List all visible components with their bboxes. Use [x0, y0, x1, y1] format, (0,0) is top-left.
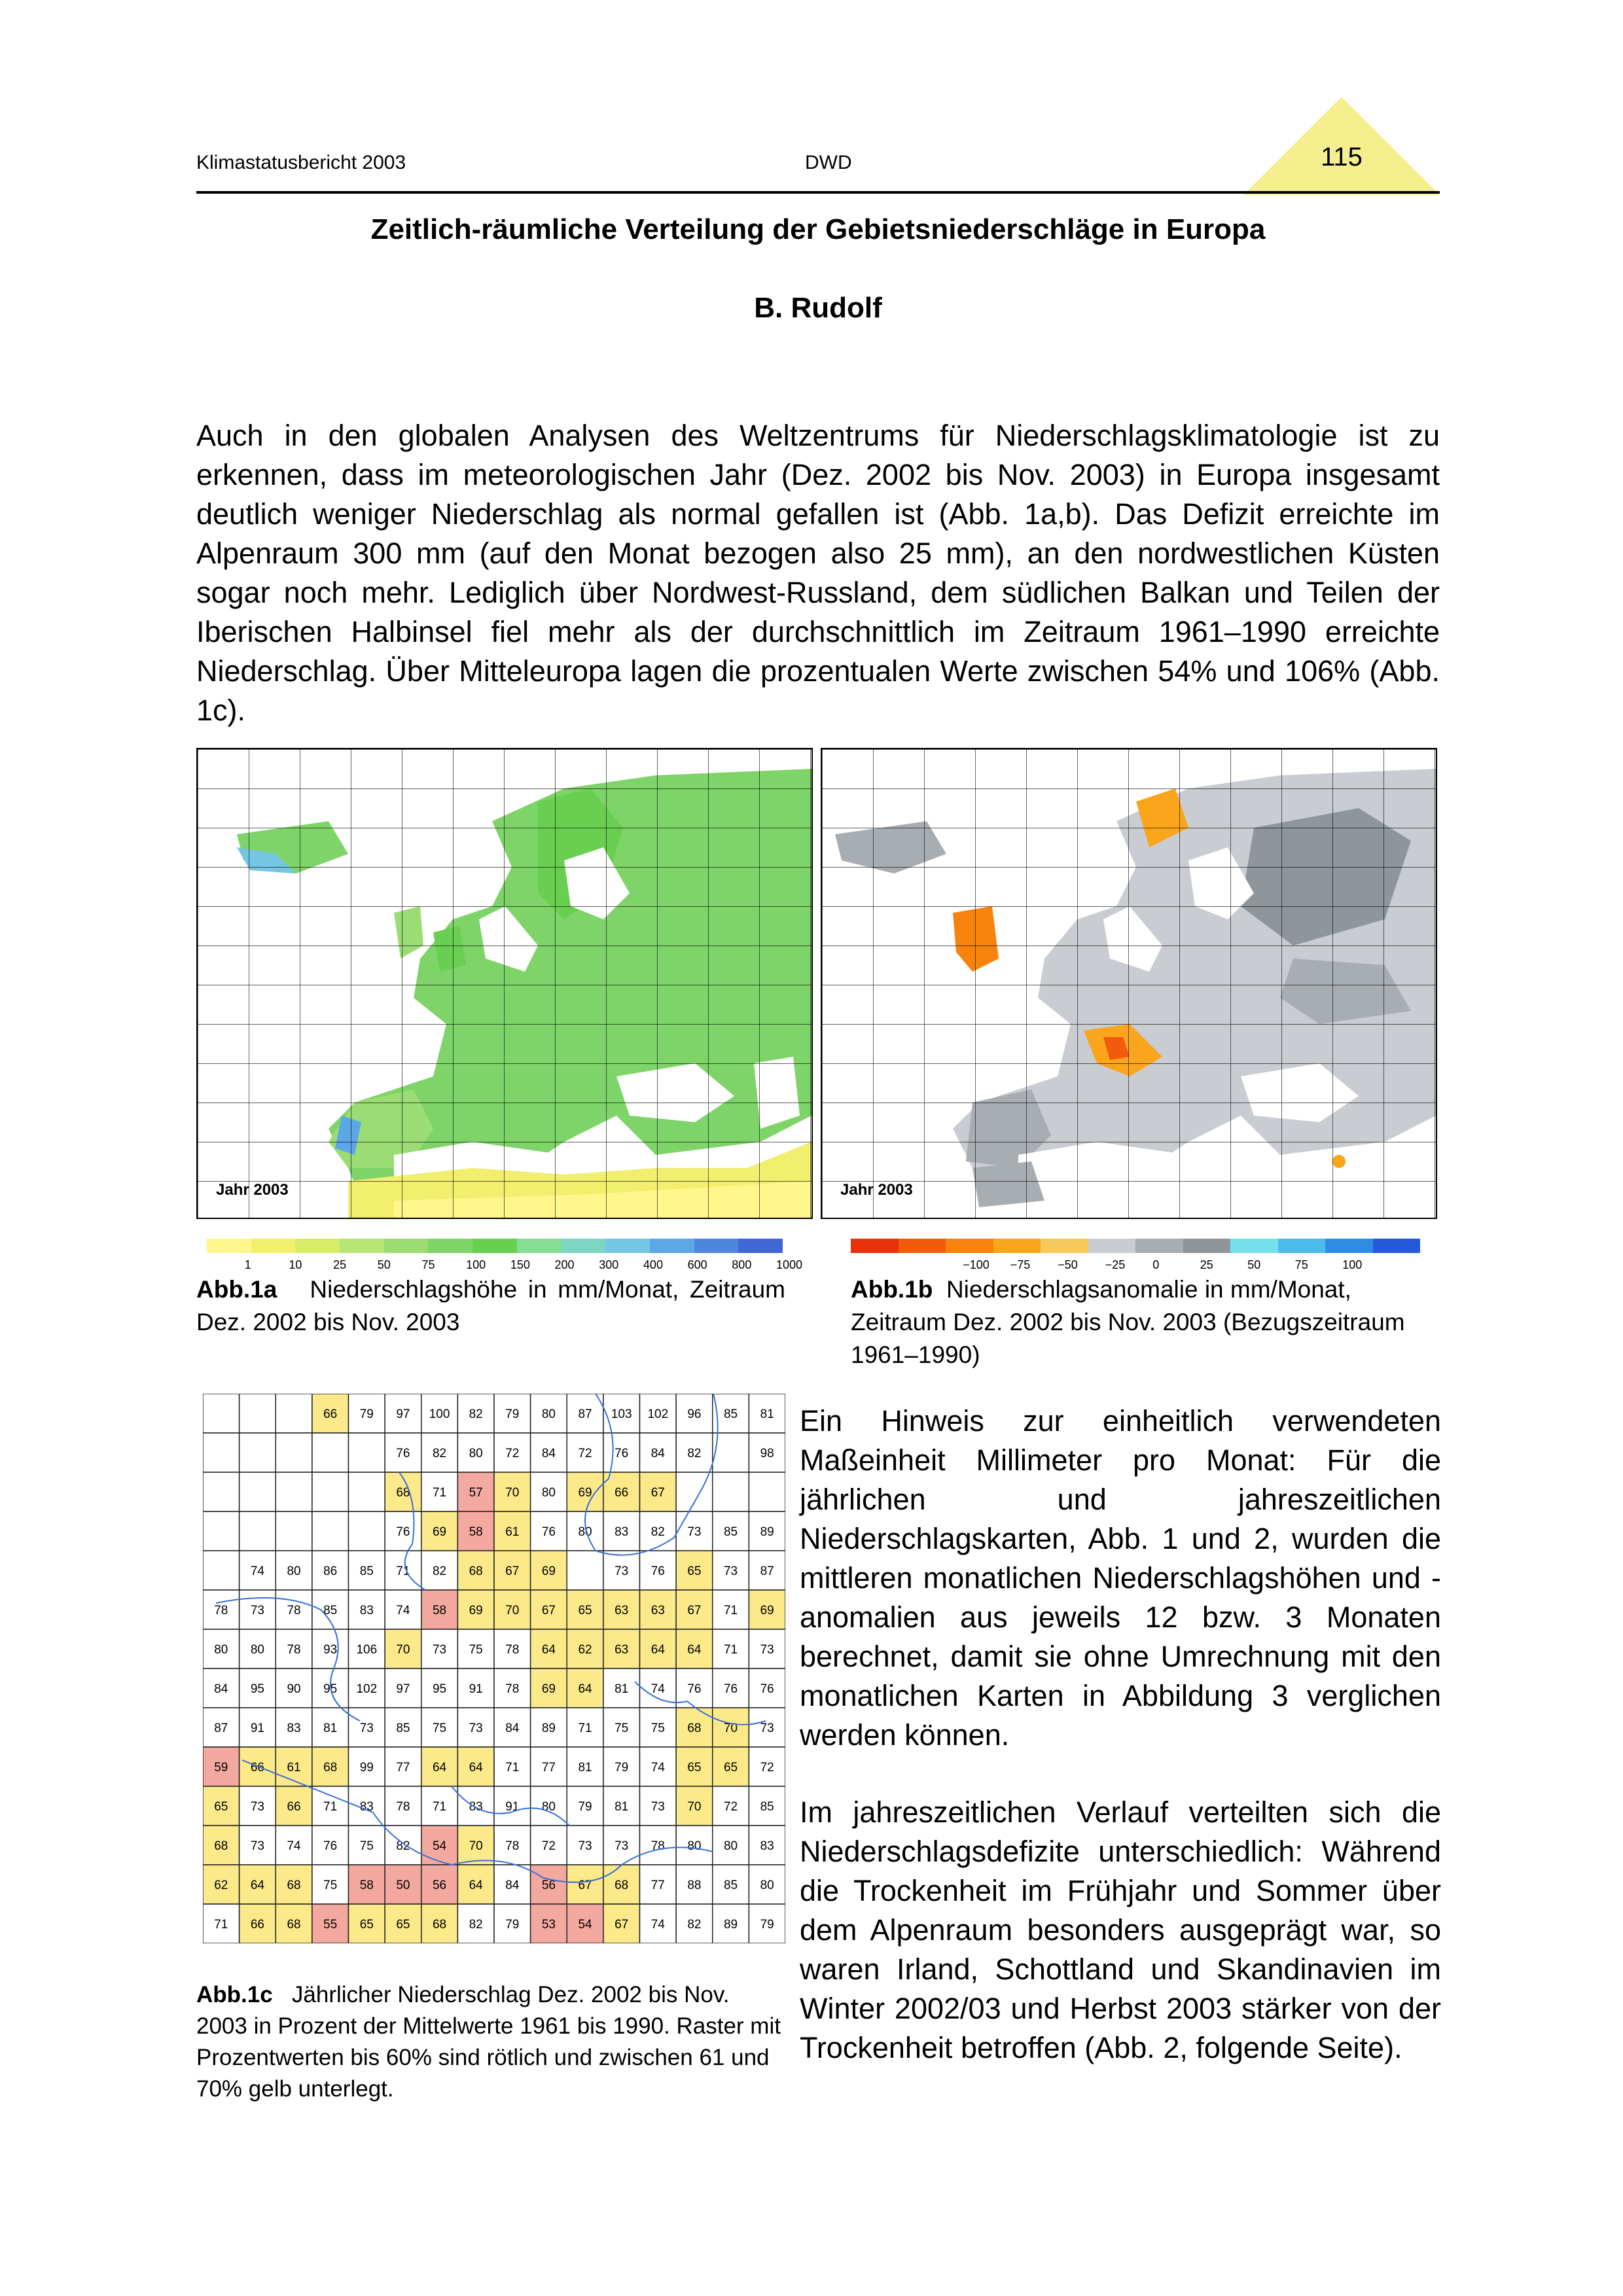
- figure-caption-1b: [851, 1273, 1440, 1371]
- grid-cell-value: 64: [578, 1682, 592, 1696]
- legend-tick-label: −75: [1010, 1258, 1031, 1271]
- grid-cell-value: 89: [760, 1525, 774, 1539]
- grid-cell-value: 76: [760, 1682, 774, 1696]
- grid-cell-value: 70: [396, 1643, 410, 1657]
- figure-caption-1c: [196, 1979, 785, 2105]
- grid-cell-value: 80: [723, 1839, 738, 1853]
- caption-text: Jährlicher Niederschlag Dez. 2002 bis Nov. 2003 in Prozent der Mittelwerte 1961 bis 1990. Raster mit Prozentwerten bis 60% sind rötlich und zwischen 61 und 70% gelb unterlegt.: [196, 1982, 781, 2102]
- grid-cell-value: 80: [250, 1643, 265, 1657]
- grid-cell-value: 72: [760, 1761, 774, 1775]
- grid-cell-value: 82: [651, 1525, 665, 1539]
- grid-cell-value: 81: [615, 1800, 629, 1814]
- grid-cell-value: 76: [323, 1839, 338, 1853]
- grid-cell-value: 83: [287, 1722, 301, 1735]
- legend-tick-label: 1: [244, 1258, 251, 1271]
- grid-cell-value: 76: [396, 1447, 410, 1460]
- legend-swatch: [1230, 1239, 1278, 1253]
- grid-cell-value: 95: [250, 1682, 265, 1696]
- legend-swatch: [899, 1239, 946, 1253]
- grid-cell-value: 69: [432, 1525, 447, 1539]
- grid-cell: [240, 1394, 276, 1433]
- grid-cell-value: 67: [541, 1604, 556, 1617]
- grid-cell-value: 97: [396, 1682, 410, 1696]
- grid-cell-value: 69: [469, 1604, 483, 1617]
- running-header-title: Klimastatusbericht 2003: [196, 152, 406, 173]
- grid-cell-value: 61: [505, 1525, 520, 1539]
- grid-cell-value: 91: [469, 1682, 483, 1696]
- intro-paragraph: Auch in den globalen Analysen des Weltzentrums für Niederschlagsklimatologie ist zu erkennen, dass im meteorologischen Jahr (Dez. 2002 bis Nov. 2003) in Europa insgesamt deutlich weniger Niederschlag als normal gefallen ist (Abb. 1a,b). Das Defizit erreichte im Alpenraum 300 mm (auf den Monat bezogen also 25 mm), an den nordwestlichen Küsten sogar noch mehr. Lediglich über Nordwest-Russland, dem südlichen Balkan und Teilen der Iberischen Halbinsel fiel mehr als der durchschnittlich im Zeitraum 1961–1990 erreichte Niederschlag. Über Mitteleuropa lagen die prozentualen Werte zwischen 54% und 106% (Abb. 1c).: [196, 419, 1440, 727]
- grid-cell-value: 68: [287, 1879, 301, 1892]
- grid-cell-value: 80: [687, 1839, 702, 1853]
- grid-cell-value: 75: [359, 1839, 374, 1853]
- grid-cell-value: 74: [651, 1682, 665, 1696]
- grid-cell-value: 64: [250, 1879, 265, 1892]
- legend-swatch: [1041, 1239, 1088, 1253]
- legend-tick-label: 50: [377, 1258, 391, 1271]
- grid-cell-value: 84: [505, 1722, 520, 1735]
- legend-swatch: [517, 1239, 562, 1253]
- grid-cell-value: 73: [723, 1564, 738, 1578]
- grid-cell-value: 90: [287, 1682, 301, 1696]
- grid-cell-value: 85: [760, 1800, 774, 1814]
- grid-cell-value: 62: [214, 1879, 228, 1892]
- grid-cell-value: 84: [541, 1447, 556, 1460]
- legend-swatch: [1088, 1239, 1136, 1253]
- legend-swatch: [562, 1239, 606, 1253]
- grid-cell: [713, 1472, 749, 1511]
- grid-cell-value: 68: [469, 1564, 483, 1578]
- grid-cell-value: 68: [287, 1918, 301, 1932]
- grid-cell-value: 66: [615, 1486, 629, 1500]
- legend-tick-label: 0: [1152, 1258, 1160, 1271]
- grid-cell-value: 74: [651, 1918, 665, 1932]
- legend-tick-label: 10: [289, 1258, 302, 1271]
- legend-swatch: [605, 1239, 650, 1253]
- legend-color-bar: [207, 1239, 783, 1253]
- grid-cell-value: 70: [687, 1800, 702, 1814]
- grid-cell-value: 85: [723, 1879, 738, 1892]
- grid-cell-value: 103: [611, 1407, 632, 1421]
- grid-cell-value: 50: [396, 1879, 410, 1892]
- grid-cell-value: 65: [396, 1918, 410, 1932]
- legend-tick-label: 400: [643, 1258, 663, 1271]
- grid-cell-value: 64: [541, 1643, 556, 1657]
- grid-cell-value: 82: [687, 1447, 702, 1460]
- figure-caption-1a: [196, 1273, 785, 1339]
- grid-cell: [276, 1511, 312, 1551]
- legend-swatch: [473, 1239, 517, 1253]
- caption-label: Abb.1c: [196, 1982, 273, 2007]
- grid-cell-value: 76: [396, 1525, 410, 1539]
- grid-cell-value: 74: [287, 1839, 301, 1853]
- grid-cell-value: 73: [578, 1839, 592, 1853]
- grid-cell: [349, 1472, 385, 1511]
- caption-text: Niederschlagshöhe in mm/Monat, Zeitraum Dez. 2002 bis Nov. 2003: [196, 1276, 785, 1335]
- legend-tick-label: 100: [466, 1258, 486, 1271]
- grid-cell: [276, 1472, 312, 1511]
- grid-cell: [203, 1433, 240, 1472]
- grid-cell-value: 66: [323, 1407, 338, 1421]
- grid-cell-value: 68: [323, 1761, 338, 1775]
- grid-cell-value: 96: [687, 1407, 702, 1421]
- grid-cell-value: 53: [541, 1918, 556, 1932]
- legend-swatch: [1373, 1239, 1421, 1253]
- legend-tick-label: 800: [732, 1258, 752, 1271]
- grid-cell-value: 84: [214, 1682, 228, 1696]
- grid-cell-value: 73: [760, 1643, 774, 1657]
- legend-tick-label: −25: [1105, 1258, 1126, 1271]
- legend-swatch: [1278, 1239, 1326, 1253]
- legend-swatch: [428, 1239, 473, 1253]
- legend-tick-label: 150: [510, 1258, 530, 1271]
- grid-cell-value: 81: [615, 1682, 629, 1696]
- grid-cell-value: 75: [469, 1643, 483, 1657]
- map-period-label: Jahr 2003: [840, 1181, 913, 1199]
- grid-cell-value: 66: [287, 1800, 301, 1814]
- legend-swatch: [1135, 1239, 1183, 1253]
- legend-swatch: [340, 1239, 384, 1253]
- grid-cell: [240, 1472, 276, 1511]
- grid-cell-value: 80: [214, 1643, 228, 1657]
- grid-cell-value: 71: [578, 1722, 592, 1735]
- grid-cell-value: 69: [541, 1564, 556, 1578]
- grid-cell-value: 83: [359, 1800, 374, 1814]
- grid-cell-value: 57: [469, 1486, 483, 1500]
- legend-tick-label: 600: [687, 1258, 707, 1271]
- legend-swatch: [251, 1239, 296, 1253]
- page-number: 115: [1321, 143, 1363, 171]
- legend-tick-label: 100: [1342, 1258, 1363, 1271]
- grid-cell-value: 73: [250, 1839, 265, 1853]
- grid-cell-value: 99: [359, 1761, 374, 1775]
- grid-cell-value: 73: [250, 1604, 265, 1617]
- grid-cell-value: 77: [651, 1879, 665, 1892]
- legend-tick-label: 50: [1247, 1258, 1261, 1271]
- grid-cell-value: 68: [615, 1879, 629, 1892]
- grid-cell: [203, 1551, 240, 1590]
- grid-cell-value: 73: [469, 1722, 483, 1735]
- grid-cell-value: 85: [723, 1525, 738, 1539]
- grid-cell-value: 95: [323, 1682, 338, 1696]
- grid-cell-value: 72: [505, 1447, 520, 1460]
- grid-cell-value: 67: [651, 1486, 665, 1500]
- grid-cell-value: 73: [359, 1722, 374, 1735]
- grid-cell-value: 59: [214, 1761, 228, 1775]
- grid-cell-value: 69: [760, 1604, 774, 1617]
- legend-swatch: [384, 1239, 429, 1253]
- grid-cell-value: 91: [505, 1800, 520, 1814]
- grid-cell-value: 58: [469, 1525, 483, 1539]
- grid-cell-value: 98: [760, 1447, 774, 1460]
- grid-cell-value: 70: [469, 1839, 483, 1853]
- grid-cell-value: 71: [505, 1761, 520, 1775]
- grid-cell-value: 65: [687, 1761, 702, 1775]
- grid-cell: [713, 1433, 749, 1472]
- grid-cell-value: 71: [723, 1604, 738, 1617]
- article-title: Zeitlich-räumliche Verteilung der Gebietsniederschläge in Europa: [370, 213, 1266, 245]
- grid-cell-value: 65: [359, 1918, 374, 1932]
- legend-tick-label: 25: [333, 1258, 347, 1271]
- grid-cell-value: 54: [432, 1839, 447, 1853]
- grid-cell-value: 71: [214, 1918, 228, 1932]
- caption-text: Niederschlagsanomalie in mm/Monat, Zeitraum Dez. 2002 bis Nov. 2003 (Bezugszeitraum 1961–1990): [851, 1276, 1405, 1368]
- grid-cell-value: 88: [687, 1879, 702, 1892]
- grid-cell-value: 76: [615, 1447, 629, 1460]
- caption-label: Abb.1a: [196, 1276, 277, 1303]
- grid-cell-value: 71: [723, 1643, 738, 1657]
- grid-cell-value: 79: [359, 1407, 374, 1421]
- grid-cell-value: 78: [287, 1604, 301, 1617]
- grid-cell-value: 85: [396, 1722, 410, 1735]
- grid-cell-value: 72: [723, 1800, 738, 1814]
- grid-cell-value: 78: [287, 1643, 301, 1657]
- grid-cell-value: 69: [578, 1486, 592, 1500]
- grid-cell-value: 75: [432, 1722, 447, 1735]
- grid-cell-value: 64: [432, 1761, 447, 1775]
- legend-tick-label: −100: [963, 1258, 990, 1271]
- grid-cell-value: 78: [505, 1839, 520, 1853]
- grid-cell-value: 87: [760, 1564, 774, 1578]
- grid-cell-value: 93: [323, 1643, 338, 1657]
- grid-cell-value: 78: [505, 1643, 520, 1657]
- grid-cell-value: 81: [323, 1722, 338, 1735]
- grid-cell: [312, 1511, 349, 1551]
- grid-cell-value: 56: [541, 1879, 556, 1892]
- grid-cell-value: 73: [250, 1800, 265, 1814]
- grid-cell-value: 71: [432, 1800, 447, 1814]
- legend-tick-label: 1000: [776, 1258, 803, 1271]
- grid-cell-value: 66: [250, 1918, 265, 1932]
- grid-cell: [312, 1472, 349, 1511]
- grid-cell-value: 75: [323, 1879, 338, 1892]
- grid-cell-value: 80: [541, 1407, 556, 1421]
- grid-cell-value: 55: [323, 1918, 338, 1932]
- legend-swatch: [1183, 1239, 1231, 1253]
- grid-cell-value: 80: [287, 1564, 301, 1578]
- grid-cell-value: 82: [432, 1447, 447, 1460]
- legend-tick-label: 75: [1294, 1258, 1308, 1271]
- grid-cell-value: 68: [432, 1918, 447, 1932]
- grid-cell-value: 80: [541, 1486, 556, 1500]
- grid-cell: [240, 1511, 276, 1551]
- grid-cell-value: 80: [760, 1879, 774, 1892]
- grid-cell-value: 82: [469, 1918, 483, 1932]
- grid-cell-value: 71: [323, 1800, 338, 1814]
- grid-cell-value: 70: [505, 1604, 520, 1617]
- grid-cell-value: 83: [469, 1800, 483, 1814]
- grid-cell-value: 67: [505, 1564, 520, 1578]
- grid-cell-value: 54: [578, 1918, 592, 1932]
- legend-tick-label: 300: [599, 1258, 619, 1271]
- grid-cell-value: 70: [505, 1486, 520, 1500]
- legend-tick-label: 200: [554, 1258, 575, 1271]
- grid-cell: [203, 1394, 240, 1433]
- legend-swatch: [993, 1239, 1041, 1253]
- grid-cell-value: 71: [432, 1486, 447, 1500]
- legend-swatch: [295, 1239, 340, 1253]
- grid-cell-value: 76: [541, 1525, 556, 1539]
- grid-cell-value: 64: [687, 1643, 702, 1657]
- grid-cell-value: 80: [541, 1800, 556, 1814]
- units-note-paragraph: Ein Hinweis zur einheitlich verwendeten Maßeinheit Millimeter pro Monat: Für die jährlichen und jahreszeitlichen Niederschlagskarten, Abb. 1 und 2, wurden die mittleren monatlichen Niederschlagshöhen und -anomalien aus jeweils 12 bzw. 3 Monaten berechnet, damit sie ohne Umrechnung mit den monatlichen Karten in Abbildung 3 verglichen werden können.: [800, 1404, 1441, 1752]
- grid-cell-value: 73: [432, 1643, 447, 1657]
- grid-cell-value: 65: [687, 1564, 702, 1578]
- grid-cell-value: 74: [250, 1564, 265, 1578]
- grid-cell-value: 102: [356, 1682, 378, 1696]
- grid-cell: [203, 1472, 240, 1511]
- grid-cell-value: 63: [615, 1643, 629, 1657]
- grid-cell-value: 78: [396, 1800, 410, 1814]
- grid-cell-value: 97: [396, 1407, 410, 1421]
- running-header-publisher: DWD: [805, 152, 852, 173]
- header-rule: [196, 191, 1440, 194]
- grid-cell-value: 85: [359, 1564, 374, 1578]
- grid-cell-value: 87: [578, 1407, 592, 1421]
- grid-cell-value: 71: [396, 1564, 410, 1578]
- legend-swatch: [1325, 1239, 1373, 1253]
- grid-cell-value: 67: [615, 1918, 629, 1932]
- grid-cell-value: 64: [651, 1643, 665, 1657]
- grid-cell-value: 72: [541, 1839, 556, 1853]
- article-author: B. Rudolf: [754, 292, 882, 324]
- grid-cell: [203, 1511, 240, 1551]
- precipitation-map-graphic: [198, 749, 812, 1218]
- percentage-grid-map: [203, 1394, 785, 1943]
- grid-cell-value: 73: [651, 1800, 665, 1814]
- grid-cell-value: 81: [578, 1761, 592, 1775]
- grid-cell-value: 85: [723, 1407, 738, 1421]
- grid-cell-value: 69: [541, 1682, 556, 1696]
- legend-swatch: [738, 1239, 783, 1253]
- grid-cell-value: 79: [578, 1800, 592, 1814]
- grid-cell-value: 79: [505, 1918, 520, 1932]
- grid-cell-value: 83: [615, 1525, 629, 1539]
- grid-cell-value: 58: [432, 1604, 447, 1617]
- grid-cell-value: 83: [760, 1839, 774, 1853]
- grid-cell: [276, 1394, 312, 1433]
- grid-cell-value: 85: [323, 1604, 338, 1617]
- grid-cell-value: 82: [432, 1564, 447, 1578]
- grid-cell-value: 76: [687, 1682, 702, 1696]
- grid-cell-value: 77: [396, 1761, 410, 1775]
- grid-cell-value: 91: [250, 1722, 265, 1735]
- grid-cell: [349, 1433, 385, 1472]
- grid-cell-value: 79: [760, 1918, 774, 1932]
- grid-cell-value: 102: [647, 1407, 669, 1421]
- anomaly-map: [821, 748, 1437, 1219]
- grid-cell-value: 68: [396, 1486, 410, 1500]
- grid-cell-value: 86: [323, 1564, 338, 1578]
- grid-cell-value: 67: [578, 1879, 592, 1892]
- grid-cell-value: 75: [615, 1722, 629, 1735]
- grid-cell: [349, 1511, 385, 1551]
- grid-cell-value: 66: [250, 1761, 265, 1775]
- grid-cell-value: 78: [214, 1604, 228, 1617]
- legend-tick-label: 75: [421, 1258, 435, 1271]
- grid-cell-value: 76: [651, 1564, 665, 1578]
- map-period-label: Jahr 2003: [216, 1181, 289, 1199]
- grid-cell-value: 83: [359, 1604, 374, 1617]
- grid-cell-value: 106: [356, 1643, 378, 1657]
- seasonal-paragraph: Im jahreszeitlichen Verlauf verteilten sich die Niederschlagsdefizite unterschiedlich: Während die Trockenheit im Frühjahr und Sommer über dem Alpenraum besonders ausgeprägt war, so waren Irland, Schottland und Skandinavien im Winter 2002/03 und Herbst 2003 stärker von der Trockenheit betroffen (Abb. 2, folgende Seite).: [800, 1795, 1441, 2064]
- grid-cell-value: 68: [214, 1839, 228, 1853]
- grid-cell-value: 73: [760, 1722, 774, 1735]
- legend-swatch: [851, 1239, 899, 1253]
- grid-cell: [276, 1433, 312, 1472]
- grid-cell-value: 78: [505, 1682, 520, 1696]
- grid-cell-value: 73: [615, 1839, 629, 1853]
- legend-swatch: [694, 1239, 739, 1253]
- legend-color-bar: [851, 1239, 1420, 1253]
- grid-cell-value: 64: [469, 1761, 483, 1775]
- legend-swatch: [207, 1239, 251, 1253]
- precipitation-map: [196, 748, 813, 1219]
- legend-swatch: [946, 1239, 993, 1253]
- grid-cell-value: 58: [359, 1879, 374, 1892]
- grid-cell-value: 63: [615, 1604, 629, 1617]
- grid-cell-value: 65: [723, 1761, 738, 1775]
- grid-cell-value: 80: [469, 1447, 483, 1460]
- grid-cell-value: 81: [760, 1407, 774, 1421]
- grid-cell-value: 63: [651, 1604, 665, 1617]
- grid-cell-value: 89: [541, 1722, 556, 1735]
- grid-cell-value: 65: [214, 1800, 228, 1814]
- grid-cell-value: 70: [723, 1722, 738, 1735]
- legend-tick-label: 25: [1200, 1258, 1213, 1271]
- caption-label: Abb.1b: [851, 1276, 933, 1303]
- grid-cell-value: 82: [687, 1918, 702, 1932]
- grid-cell-value: 62: [578, 1643, 592, 1657]
- grid-cell-value: 61: [287, 1761, 301, 1775]
- legend-tick-label: −50: [1058, 1258, 1078, 1271]
- grid-cell-value: 78: [651, 1839, 665, 1853]
- grid-cell-value: 72: [578, 1447, 592, 1460]
- grid-cell-value: 84: [651, 1447, 665, 1460]
- grid-cell-value: 64: [469, 1879, 483, 1892]
- grid-cell-value: 100: [429, 1407, 450, 1421]
- grid-cell-value: 79: [505, 1407, 520, 1421]
- grid-cell: [749, 1472, 785, 1511]
- grid-cell-value: 89: [723, 1918, 738, 1932]
- grid-cell-value: 56: [432, 1879, 447, 1892]
- grid-cell: [312, 1433, 349, 1472]
- grid-cell-value: 73: [615, 1564, 629, 1578]
- grid-cell-value: 74: [651, 1761, 665, 1775]
- grid-cell-value: 95: [432, 1682, 447, 1696]
- grid-cell-value: 82: [396, 1839, 410, 1853]
- grid-cell-value: 76: [723, 1682, 738, 1696]
- grid-cell-value: 84: [505, 1879, 520, 1892]
- anomaly-map-graphic: [822, 749, 1436, 1218]
- grid-cell-value: 77: [541, 1761, 556, 1775]
- legend-swatch: [650, 1239, 694, 1253]
- grid-cell-value: 68: [687, 1722, 702, 1735]
- grid-cell-value: 73: [687, 1525, 702, 1539]
- grid-cell: [567, 1551, 603, 1590]
- grid-cell-value: 74: [396, 1604, 410, 1617]
- grid-cell-value: 82: [469, 1407, 483, 1421]
- grid-cell-value: 80: [578, 1525, 592, 1539]
- grid-cell-value: 67: [687, 1604, 702, 1617]
- grid-cell-value: 65: [578, 1604, 592, 1617]
- grid-cell: [240, 1433, 276, 1472]
- grid-cell-value: 75: [651, 1722, 665, 1735]
- grid-cell-value: 87: [214, 1722, 228, 1735]
- grid-cell-value: 79: [615, 1761, 629, 1775]
